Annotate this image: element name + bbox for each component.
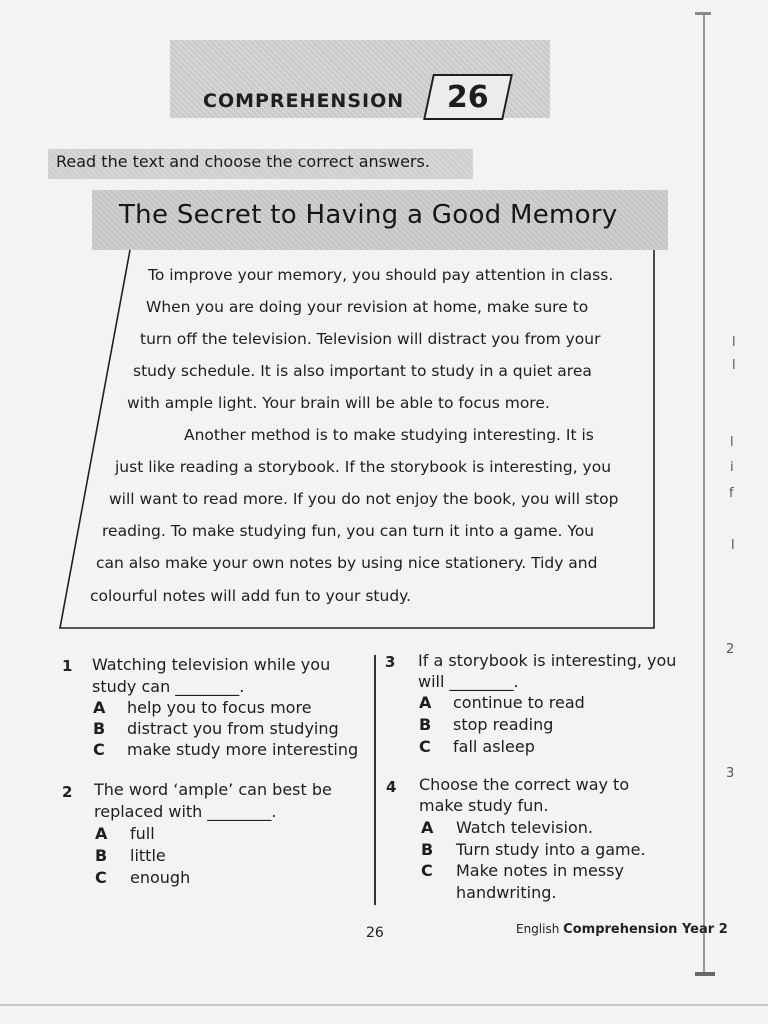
question-3-option-c-letter: C — [419, 737, 431, 756]
passage-line-4: study schedule. It is also important to study in a quiet area — [133, 362, 592, 380]
margin-mark: l — [731, 538, 735, 553]
passage-line-2: When you are doing your revision at home, make sure to — [146, 298, 589, 316]
question-4-option-c-continued[interactable]: handwriting. — [456, 883, 557, 902]
question-3-option-c[interactable]: fall asleep — [453, 737, 535, 756]
question-1-option-c[interactable]: make study more interesting — [127, 740, 359, 759]
question-4-option-a-letter: A — [421, 818, 434, 837]
book-footer-title: Comprehension Year 2 — [563, 922, 728, 937]
page-edge-bottom — [695, 972, 715, 976]
question-1-option-c-letter: C — [93, 740, 105, 759]
question-1-option-b[interactable]: distract you from studying — [127, 719, 339, 738]
question-2-option-a-letter: A — [95, 824, 108, 843]
question-4-option-c-letter: C — [421, 861, 433, 880]
page-edge-top — [695, 12, 711, 15]
passage-line-1: To improve your memory, you should pay attention in class. — [148, 266, 614, 284]
passage-line-6: Another method is to make studying interesting. It is — [184, 426, 594, 444]
question-2-option-c-letter: C — [95, 868, 107, 887]
question-2-line-2: replaced with ________. — [94, 802, 277, 821]
question-4-option-c[interactable]: Make notes in messy — [456, 861, 624, 880]
passage-line-11: colourful notes will add fun to your study. — [90, 587, 412, 605]
question-3-option-a[interactable]: continue to read — [453, 693, 585, 712]
question-4-number: 4 — [386, 778, 397, 796]
margin-mark: 2 — [726, 642, 735, 657]
question-1-option-a[interactable]: help you to focus more — [127, 698, 312, 717]
question-2-line-1: The word ‘ample’ can best be — [94, 780, 332, 799]
question-2-option-a[interactable]: full — [130, 824, 155, 843]
question-3-number: 3 — [385, 653, 396, 671]
question-2-number: 2 — [62, 783, 73, 801]
page-number: 26 — [366, 925, 384, 941]
question-1-option-b-letter: B — [93, 719, 106, 738]
question-3-option-b[interactable]: stop reading — [453, 715, 554, 734]
question-4-option-b[interactable]: Turn study into a game. — [456, 840, 646, 859]
page-edge-line — [703, 15, 705, 975]
question-4-option-a[interactable]: Watch television. — [456, 818, 594, 837]
question-3-option-a-letter: A — [419, 693, 432, 712]
instruction-text: Read the text and choose the correct answers. — [56, 152, 430, 171]
question-1-line-2: study can ________. — [92, 677, 245, 696]
article-title: The Secret to Having a Good Memory — [119, 200, 618, 230]
passage-line-7: just like reading a storybook. If the storybook is interesting, you — [115, 458, 612, 476]
questions-divider — [374, 655, 376, 905]
book-footer — [516, 922, 728, 937]
question-4-option-b-letter: B — [421, 840, 434, 859]
passage-line-9: reading. To make studying fun, you can turn it into a game. You — [102, 522, 595, 540]
question-1-line-1: Watching television while you — [92, 655, 331, 674]
question-2-option-b[interactable]: little — [130, 846, 166, 865]
question-3-option-b-letter: B — [419, 715, 432, 734]
scan-bottom-line — [0, 1004, 768, 1006]
question-4-line-1: Choose the correct way to — [419, 775, 630, 794]
header-title: COMPREHENSION — [203, 90, 405, 112]
question-3-line-1: If a storybook is interesting, you — [418, 651, 677, 670]
header-number: 26 — [447, 79, 489, 115]
margin-mark: l — [732, 335, 736, 350]
passage-line-8: will want to read more. If you do not enjoy the book, you will stop — [109, 490, 619, 508]
margin-mark: i — [730, 460, 734, 475]
question-1-number: 1 — [62, 657, 73, 675]
margin-mark: f — [729, 486, 734, 501]
question-1-option-a-letter: A — [93, 698, 106, 717]
margin-mark: l — [730, 435, 734, 450]
header-number-box — [423, 74, 513, 120]
question-4-line-2: make study fun. — [419, 796, 549, 815]
question-2-option-c[interactable]: enough — [130, 868, 191, 887]
passage-line-3: turn off the television. Television will distract you from your — [140, 330, 601, 348]
passage-line-10: can also make your own notes by using nice stationery. Tidy and — [96, 554, 598, 572]
margin-mark: l — [732, 358, 736, 373]
question-3-line-2: will ________. — [418, 672, 519, 691]
question-2-option-b-letter: B — [95, 846, 108, 865]
passage-line-5: with ample light. Your brain will be able to focus more. — [127, 394, 550, 412]
margin-mark: 3 — [726, 766, 735, 781]
book-footer-prefix: English — [516, 922, 560, 936]
